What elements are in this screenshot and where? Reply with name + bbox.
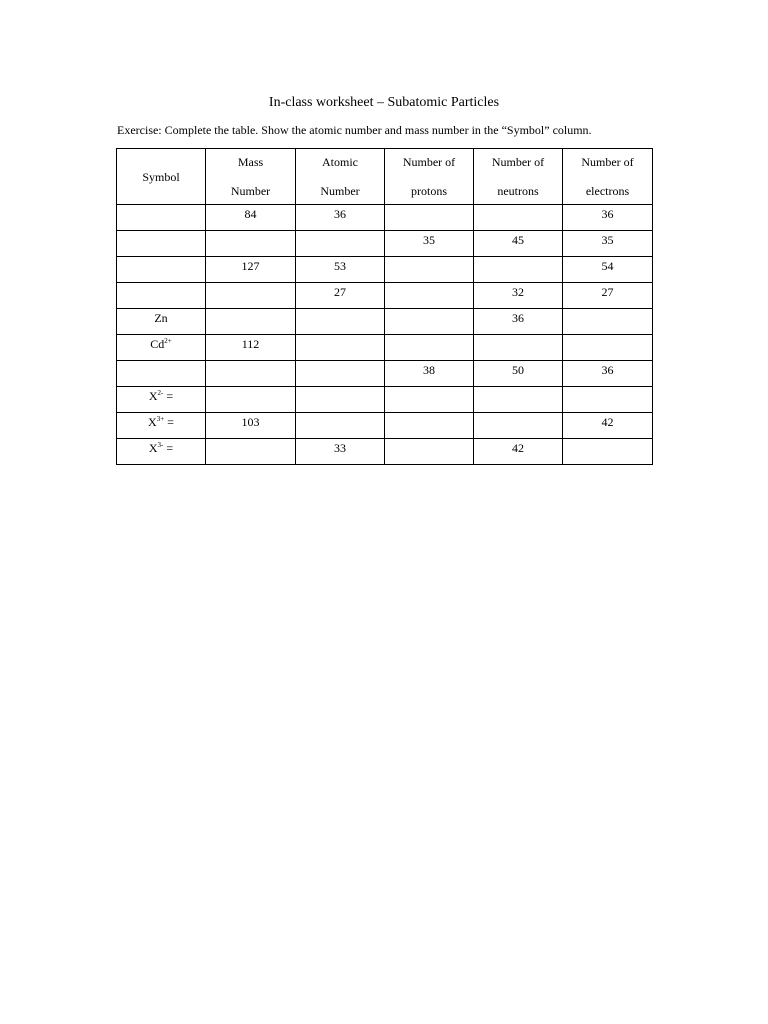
cell-mass: [206, 309, 296, 335]
symbol-element: X: [148, 441, 158, 455]
cell-mass: [206, 439, 296, 465]
cell-neutrons: [474, 335, 563, 361]
cell-electrons: 42: [563, 413, 653, 439]
table-row: [117, 231, 653, 257]
header-neutrons: [474, 149, 563, 205]
cell-mass: 103: [206, 413, 296, 439]
header-label-line1: Number of: [491, 155, 545, 169]
worksheet-title: In-class worksheet – Subatomic Particles: [268, 95, 500, 110]
cell-neutrons: 50: [474, 361, 563, 387]
cell-protons: 38: [385, 361, 474, 387]
cell-electrons: 35: [563, 231, 653, 257]
header-symbol-label: Symbol: [142, 169, 180, 184]
cell-neutrons: 32: [474, 283, 563, 309]
header-label-line2: Number: [230, 184, 271, 198]
header-symbol: [117, 149, 206, 205]
table-row: [117, 309, 653, 335]
symbol-charge: 2-: [157, 389, 164, 397]
cell-protons: [385, 205, 474, 231]
cell-neutrons: 36: [474, 309, 563, 335]
cell-symbol: [117, 257, 206, 283]
cell-atomic: [296, 361, 385, 387]
cell-atomic: [296, 335, 385, 361]
header-mass-number: [206, 149, 296, 205]
cell-protons: [385, 439, 474, 465]
symbol-charge: 2+: [164, 337, 172, 345]
table-row: [117, 439, 653, 465]
table-row: [117, 361, 653, 387]
header-protons: [385, 149, 474, 205]
cell-atomic: [296, 231, 385, 257]
cell-neutrons: 42: [474, 439, 563, 465]
cell-symbol: [117, 387, 206, 413]
cell-protons: [385, 387, 474, 413]
cell-neutrons: [474, 413, 563, 439]
symbol-equals: =: [163, 389, 174, 403]
symbol-charge: 3+: [156, 415, 165, 423]
table-row: [117, 387, 653, 413]
cell-mass: [206, 361, 296, 387]
cell-neutrons: [474, 205, 563, 231]
cell-protons: [385, 309, 474, 335]
header-label-line2: protons: [411, 184, 447, 198]
cell-atomic: 36: [296, 205, 385, 231]
cell-electrons: [563, 439, 653, 465]
cell-symbol: [117, 439, 206, 465]
cell-atomic: [296, 309, 385, 335]
symbol-element: Cd: [150, 337, 165, 351]
header-label-line1: Mass: [237, 155, 264, 169]
cell-mass: 84: [206, 205, 296, 231]
cell-neutrons: [474, 257, 563, 283]
table-row: [117, 413, 653, 439]
header-label-line2: Number: [320, 184, 360, 198]
symbol-element: Zn: [154, 311, 168, 325]
header-atomic-number: [296, 149, 385, 205]
cell-symbol: [117, 205, 206, 231]
cell-protons: [385, 257, 474, 283]
subatomic-particles-table: [116, 148, 653, 465]
cell-electrons: [563, 335, 653, 361]
table-body: [117, 205, 653, 465]
cell-symbol: [117, 231, 206, 257]
cell-atomic: 53: [296, 257, 385, 283]
header-electrons: [563, 149, 653, 205]
cell-symbol: [117, 413, 206, 439]
cell-electrons: 27: [563, 283, 653, 309]
header-label-line1: Number of: [402, 155, 456, 169]
cell-mass: [206, 387, 296, 413]
header-label-line2: neutrons: [497, 184, 539, 198]
cell-symbol: [117, 283, 206, 309]
cell-neutrons: [474, 387, 563, 413]
symbol-element: X: [148, 389, 158, 403]
cell-mass: [206, 283, 296, 309]
cell-mass: 127: [206, 257, 296, 283]
cell-atomic: 27: [296, 283, 385, 309]
symbol-element: X: [148, 415, 157, 429]
cell-electrons: [563, 387, 653, 413]
symbol-charge: 3-: [157, 441, 164, 449]
exercise-instruction: Exercise: Complete the table. Show the atomic number and mass number in the “Symbol” column.: [117, 123, 592, 137]
cell-symbol: [117, 335, 206, 361]
header-label-line2: electrons: [585, 184, 630, 198]
cell-protons: [385, 413, 474, 439]
header-label-line1: Atomic: [322, 155, 358, 169]
cell-protons: [385, 335, 474, 361]
cell-protons: [385, 283, 474, 309]
cell-electrons: [563, 309, 653, 335]
symbol-equals: =: [163, 441, 174, 455]
cell-atomic: 33: [296, 439, 385, 465]
table-row: [117, 205, 653, 231]
cell-symbol: [117, 361, 206, 387]
symbol-equals: =: [164, 415, 174, 429]
cell-mass: 112: [206, 335, 296, 361]
cell-atomic: [296, 413, 385, 439]
cell-neutrons: 45: [474, 231, 563, 257]
header-label-line1: Number of: [581, 155, 634, 169]
cell-electrons: 54: [563, 257, 653, 283]
cell-atomic: [296, 387, 385, 413]
cell-electrons: 36: [563, 361, 653, 387]
cell-mass: [206, 231, 296, 257]
cell-electrons: 36: [563, 205, 653, 231]
table-row: [117, 257, 653, 283]
table-row: [117, 335, 653, 361]
cell-protons: 35: [385, 231, 474, 257]
table-row: [117, 283, 653, 309]
table-header-row: [117, 149, 653, 205]
cell-symbol: [117, 309, 206, 335]
